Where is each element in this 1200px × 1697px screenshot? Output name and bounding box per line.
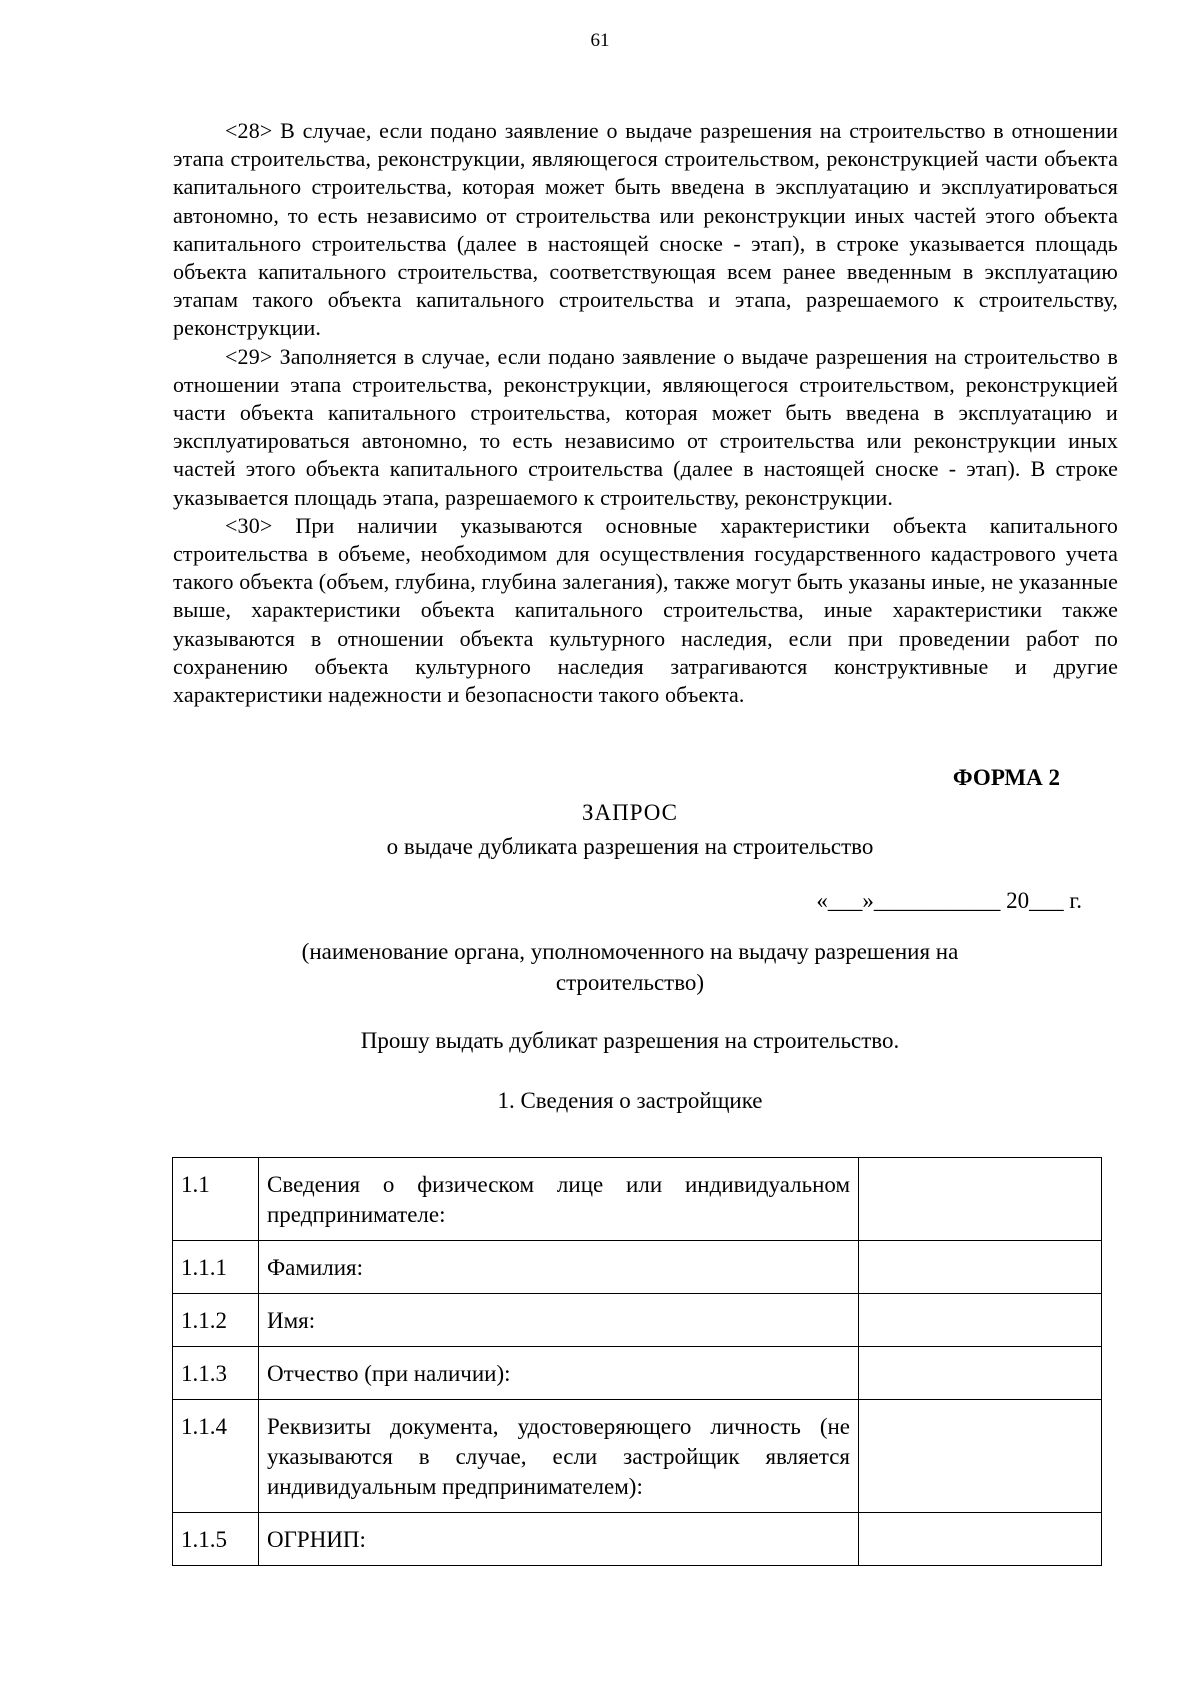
page-number: 61 (590, 30, 610, 51)
authority-hint: (наименование органа, уполномоченного на выдачу разрешения на строительство) (301, 939, 959, 995)
footnotes (173, 117, 1118, 709)
row-label: Фамилия: (259, 1241, 859, 1294)
table-row (173, 1400, 1102, 1513)
table-row (173, 1294, 1102, 1347)
row-number: 1.1.4 (173, 1400, 259, 1513)
row-number: 1.1.1 (173, 1241, 259, 1294)
footnote-30: <30> При наличии указываются основные характеристики объекта капитального строительства в объеме, необходимом для осуществления государственного кадастрового учета такого объекта (объем, глубина, глубина залегания), также могут быть указаны иные, не указанные выше, характеристики объекта капитального строительства, иные характеристики также указываются в отношении объекта культурного наследия, если при проведении работ по сохранению объекта культурного наследия затрагиваются конструктивные и другие характеристики надежности и безопасности такого объекта. (173, 512, 1118, 708)
row-label: Реквизиты документа, удостоверяющего личность (не указываются в случае, если застройщик является индивидуальным предпринимателем): (259, 1400, 859, 1513)
row-label: Имя: (259, 1294, 859, 1347)
request-text: Прошу выдать дубликат разрешения на строительство. (360, 1028, 900, 1053)
table-row (173, 1513, 1102, 1566)
row-value-field[interactable] (859, 1400, 1102, 1513)
row-value-field[interactable] (859, 1513, 1102, 1566)
date-line[interactable]: «___»___________ 20___ г. (816, 888, 1082, 913)
row-number: 1.1 (173, 1158, 259, 1241)
request-subtitle: о выдаче дубликата разрешения на строительство (386, 834, 874, 859)
row-label: Отчество (при наличии): (259, 1347, 859, 1400)
table-row (173, 1347, 1102, 1400)
table-row (173, 1158, 1102, 1241)
row-number: 1.1.2 (173, 1294, 259, 1347)
table-row (173, 1241, 1102, 1294)
footnote-29: <29> Заполняется в случае, если подано заявление о выдаче разрешения на строительство в отношении этапа строительства, реконструкции, являющегося строительством, реконструкцией части объекта капитального строительства, которая может быть введена в эксплуатацию и эксплуатироваться автономно, то есть независимо от строительства или реконструкции иных частей этого объекта капитального строительства (далее в настоящей сноске - этап). В строке указывается площадь этапа, разрешаемого к строительству, реконструкции. (173, 343, 1118, 510)
row-value-field[interactable] (859, 1347, 1102, 1400)
row-value-field[interactable] (859, 1241, 1102, 1294)
form-label: ФОРМА 2 (952, 765, 1060, 790)
row-value-field[interactable] (859, 1158, 1102, 1241)
row-number: 1.1.5 (173, 1513, 259, 1566)
row-label: ОГРНИП: (259, 1513, 859, 1566)
row-value-field[interactable] (859, 1294, 1102, 1347)
footnote-28: <28> В случае, если подано заявление о выдаче разрешения на строительство в отношении этапа строительства, реконструкции, являющегося строительством, реконструкцией части объекта капитального строительства, которая может быть введена в эксплуатацию и эксплуатироваться автономно, то есть независимо от строительства или реконструкции иных частей этого объекта капитального строительства (далее в настоящей сноске - этап), в строке указывается площадь объекта капитального строительства, соответствующая всем ранее введенным в эксплуатацию этапам такого объекта капитального строительства и этапа, разрешаемого к строительству, реконструкции. (173, 118, 1118, 341)
row-label: Сведения о физическом лице или индивидуальном предпринимателе: (259, 1158, 859, 1241)
row-number: 1.1.3 (173, 1347, 259, 1400)
section-title: 1. Сведения о застройщике (497, 1088, 763, 1113)
applicant-table (172, 1157, 1102, 1566)
request-title: ЗАПРОС (581, 800, 679, 825)
